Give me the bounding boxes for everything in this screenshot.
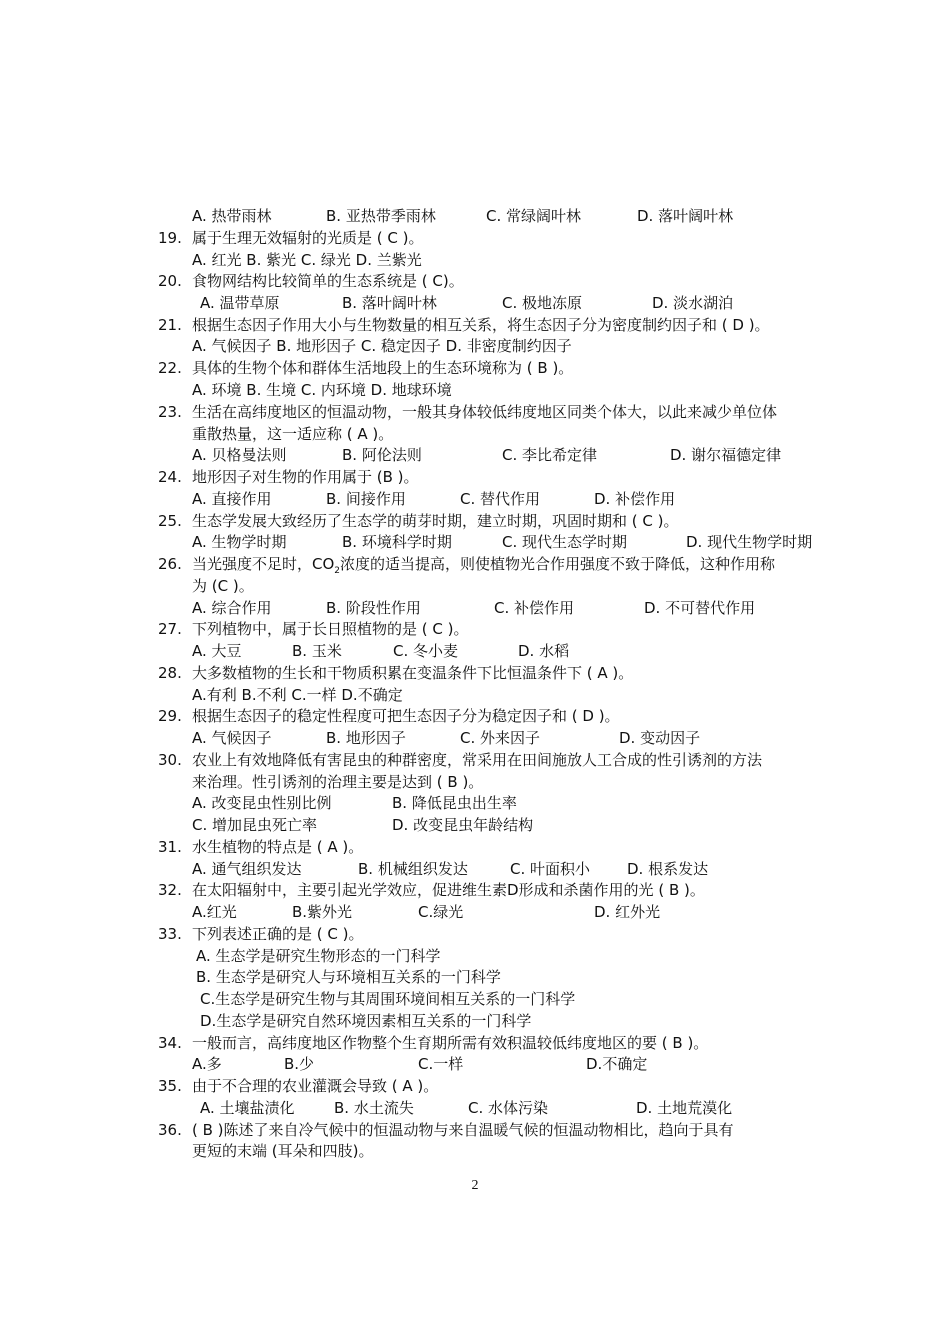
option-text: A. 环境 B. 生境 C. 内环境 D. 地球环境: [192, 381, 452, 399]
option-text: 来治理。性引诱剂的治理主要是达到 ( B )。: [192, 773, 484, 791]
option-text: B. 水土流失: [334, 1099, 414, 1117]
option-text: D.生态学是研究自然环境因素相互关系的一门科学: [200, 1012, 532, 1030]
question-34: [158, 1033, 708, 1053]
question-number: 29.: [158, 707, 182, 725]
option-text: B. 环境科学时期: [342, 533, 452, 551]
option-text: 重散热量，这一适应称 ( A )。: [192, 425, 394, 443]
question-text: 根据生态因子的稳定性程度可把生态因子分为稳定因子和 ( D )。: [192, 707, 620, 725]
option-text: B. 阿伦法则: [342, 446, 422, 464]
option-text: A. 生态学是研究生物形态的一门科学: [196, 947, 441, 965]
option-text: B.少: [284, 1055, 315, 1073]
question-23: [158, 402, 777, 422]
option-text: D. 根系发达: [627, 860, 709, 878]
question-text: 下列表述正确的是 ( C )。: [192, 925, 364, 943]
question-27: [158, 619, 468, 639]
question-22: [158, 358, 573, 378]
option-text: B. 机械组织发达: [358, 860, 468, 878]
question-35: [158, 1076, 438, 1096]
question-number: 27.: [158, 620, 182, 638]
question-number: 26.: [158, 555, 182, 573]
option-text: A. 改变昆虫性别比例: [192, 794, 332, 812]
option-text: C. 水体污染: [468, 1099, 549, 1117]
question-number: 32.: [158, 881, 182, 899]
question-number: 20.: [158, 272, 182, 290]
option-text: A.多: [192, 1055, 222, 1073]
question-number: 28.: [158, 664, 182, 682]
option-text: A. 气候因子 B. 地形因子 C. 稳定因子 D. 非密度制约因子: [192, 337, 572, 355]
option-text: C. 外来因子: [460, 729, 541, 747]
option-text: D. 不可替代作用: [644, 599, 756, 617]
option-text: A. 直接作用: [192, 490, 272, 508]
option-text: A. 综合作用: [192, 599, 272, 617]
question-text: 根据生态因子作用大小与生物数量的相互关系，将生态因子分为密度制约因子和 ( D )。: [192, 316, 770, 334]
option-text: A. 贝格曼法则: [192, 446, 287, 464]
question-text: ( B )陈述了来自冷气候中的恒温动物与来自温暖气候的恒温动物相比，趋向于具有: [192, 1121, 734, 1139]
option-text: B. 生态学是研究人与环境相互关系的一门科学: [196, 968, 501, 986]
question-21: [158, 315, 770, 335]
question-31: [158, 837, 363, 857]
option-text: D. 淡水湖泊: [652, 294, 734, 312]
question-number: 19.: [158, 229, 182, 247]
question-number: 22.: [158, 359, 182, 377]
option-text: C.一样: [418, 1055, 464, 1073]
option-text: C. 叶面积小: [510, 860, 591, 878]
question-text: 大多数植物的生长和干物质积累在变温条件下比恒温条件下 ( A )。: [192, 664, 634, 682]
option-text: D. 落叶阔叶林: [637, 207, 734, 225]
option-text: B. 落叶阔叶林: [342, 294, 437, 312]
question-number: 30.: [158, 751, 182, 769]
page-number: 2: [471, 1178, 479, 1193]
option-text: B. 地形因子: [326, 729, 406, 747]
question-number: 36.: [158, 1121, 182, 1139]
question-25: [158, 511, 679, 531]
question-30: [158, 750, 762, 770]
question-number: 35.: [158, 1077, 182, 1095]
option-text: C. 常绿阔叶林: [486, 207, 582, 225]
question-text: 由于不合理的农业灌溉会导致 ( A )。: [192, 1077, 439, 1095]
question-number: 31.: [158, 838, 182, 856]
question-text: 一般而言，高纬度地区作物整个生育期所需有效积温较低纬度地区的要 ( B )。: [192, 1034, 709, 1052]
option-text: D. 变动因子: [619, 729, 701, 747]
question-number: 34.: [158, 1034, 182, 1052]
option-text: B. 玉米: [292, 642, 342, 660]
option-text: D. 现代生物学时期: [686, 533, 813, 551]
option-text: A. 通气组织发达: [192, 860, 302, 878]
question-text: 属于生理无效辐射的光质是 ( C )。: [192, 229, 424, 247]
question-text: 具体的生物个体和群体生活地段上的生态环境称为 ( B )。: [192, 359, 574, 377]
option-text: C. 补偿作用: [494, 599, 575, 617]
question-19: [158, 228, 423, 248]
option-text: C. 现代生态学时期: [502, 533, 628, 551]
option-text: C.生态学是研究生物与其周围环境间相互关系的一门科学: [200, 990, 576, 1008]
question-text: 农业上有效地降低有害昆虫的种群密度，常采用在田间施放人工合成的性引诱剂的方法: [192, 751, 763, 769]
option-text: 为 (C )。: [192, 577, 254, 595]
option-text: D. 土地荒漠化: [636, 1099, 733, 1117]
question-24: [158, 467, 419, 487]
option-text: A. 红光 B. 紫光 C. 绿光 D. 兰紫光: [192, 251, 422, 269]
option-text: B. 间接作用: [326, 490, 406, 508]
option-text: A.红光: [192, 903, 237, 921]
question-number: 24.: [158, 468, 182, 486]
option-text: A. 温带草原: [200, 294, 280, 312]
option-text: B. 阶段性作用: [326, 599, 421, 617]
option-text: C. 李比希定律: [502, 446, 598, 464]
question-32: [158, 880, 705, 900]
option-text: B. 降低昆虫出生率: [392, 794, 517, 812]
subscript: 2: [334, 566, 341, 576]
option-text: D.不确定: [586, 1055, 648, 1073]
option-text: C. 极地冻原: [502, 294, 583, 312]
question-number: 23.: [158, 403, 182, 421]
question-33: [158, 924, 363, 944]
question-28: [158, 663, 633, 683]
question-number: 33.: [158, 925, 182, 943]
option-text: A. 热带雨林: [192, 207, 272, 225]
question-text: 生态学发展大致经历了生态学的萌芽时期，建立时期，巩固时期和 ( C )。: [192, 512, 679, 530]
question-number: 21.: [158, 316, 182, 334]
option-text: C. 替代作用: [460, 490, 541, 508]
question-text: 在太阳辐射中，主要引起光学效应，促进维生素D形成和杀菌作用的光 ( B )。: [192, 881, 705, 899]
option-text: C.绿光: [418, 903, 464, 921]
option-text: A. 气候因子: [192, 729, 272, 747]
question-number: 25.: [158, 512, 182, 530]
option-text: D. 补偿作用: [594, 490, 676, 508]
option-text: A. 土壤盐渍化: [200, 1099, 295, 1117]
option-text: D. 水稻: [518, 642, 570, 660]
option-text: C. 冬小麦: [393, 642, 459, 660]
option-text: 更短的末端 (耳朵和四肢)。: [192, 1142, 374, 1160]
question-text: 地形因子对生物的作用属于 (B )。: [192, 468, 419, 486]
question-text: 下列植物中，属于长日照植物的是 ( C )。: [192, 620, 469, 638]
question-29: [158, 706, 620, 726]
question-text-continued: 浓度的适当提高，则使植物光合作用强度不致于降低，这种作用称: [340, 555, 776, 573]
question-text: 食物网结构比较简单的生态系统是 ( C)。: [192, 272, 464, 290]
question-36: [158, 1120, 734, 1140]
option-text: D. 改变昆虫年龄结构: [392, 816, 534, 834]
option-text: A.有利 B.不利 C.一样 D.不确定: [192, 686, 403, 704]
option-text: B. 亚热带季雨林: [326, 207, 436, 225]
option-text: D. 谢尔福德定律: [670, 446, 782, 464]
option-text: A. 大豆: [192, 642, 242, 660]
question-text: 生活在高纬度地区的恒温动物，一般其身体较低纬度地区同类个体大，以此来减少单位体: [192, 403, 778, 421]
question-20: [158, 271, 464, 291]
option-text: D. 红外光: [594, 903, 661, 921]
option-text: A. 生物学时期: [192, 533, 287, 551]
option-text: B.紫外光: [292, 903, 353, 921]
question-text: 水生植物的特点是 ( A )。: [192, 838, 364, 856]
question-text: 当光强度不足时，CO: [192, 555, 335, 573]
option-text: C. 增加昆虫死亡率: [192, 816, 318, 834]
